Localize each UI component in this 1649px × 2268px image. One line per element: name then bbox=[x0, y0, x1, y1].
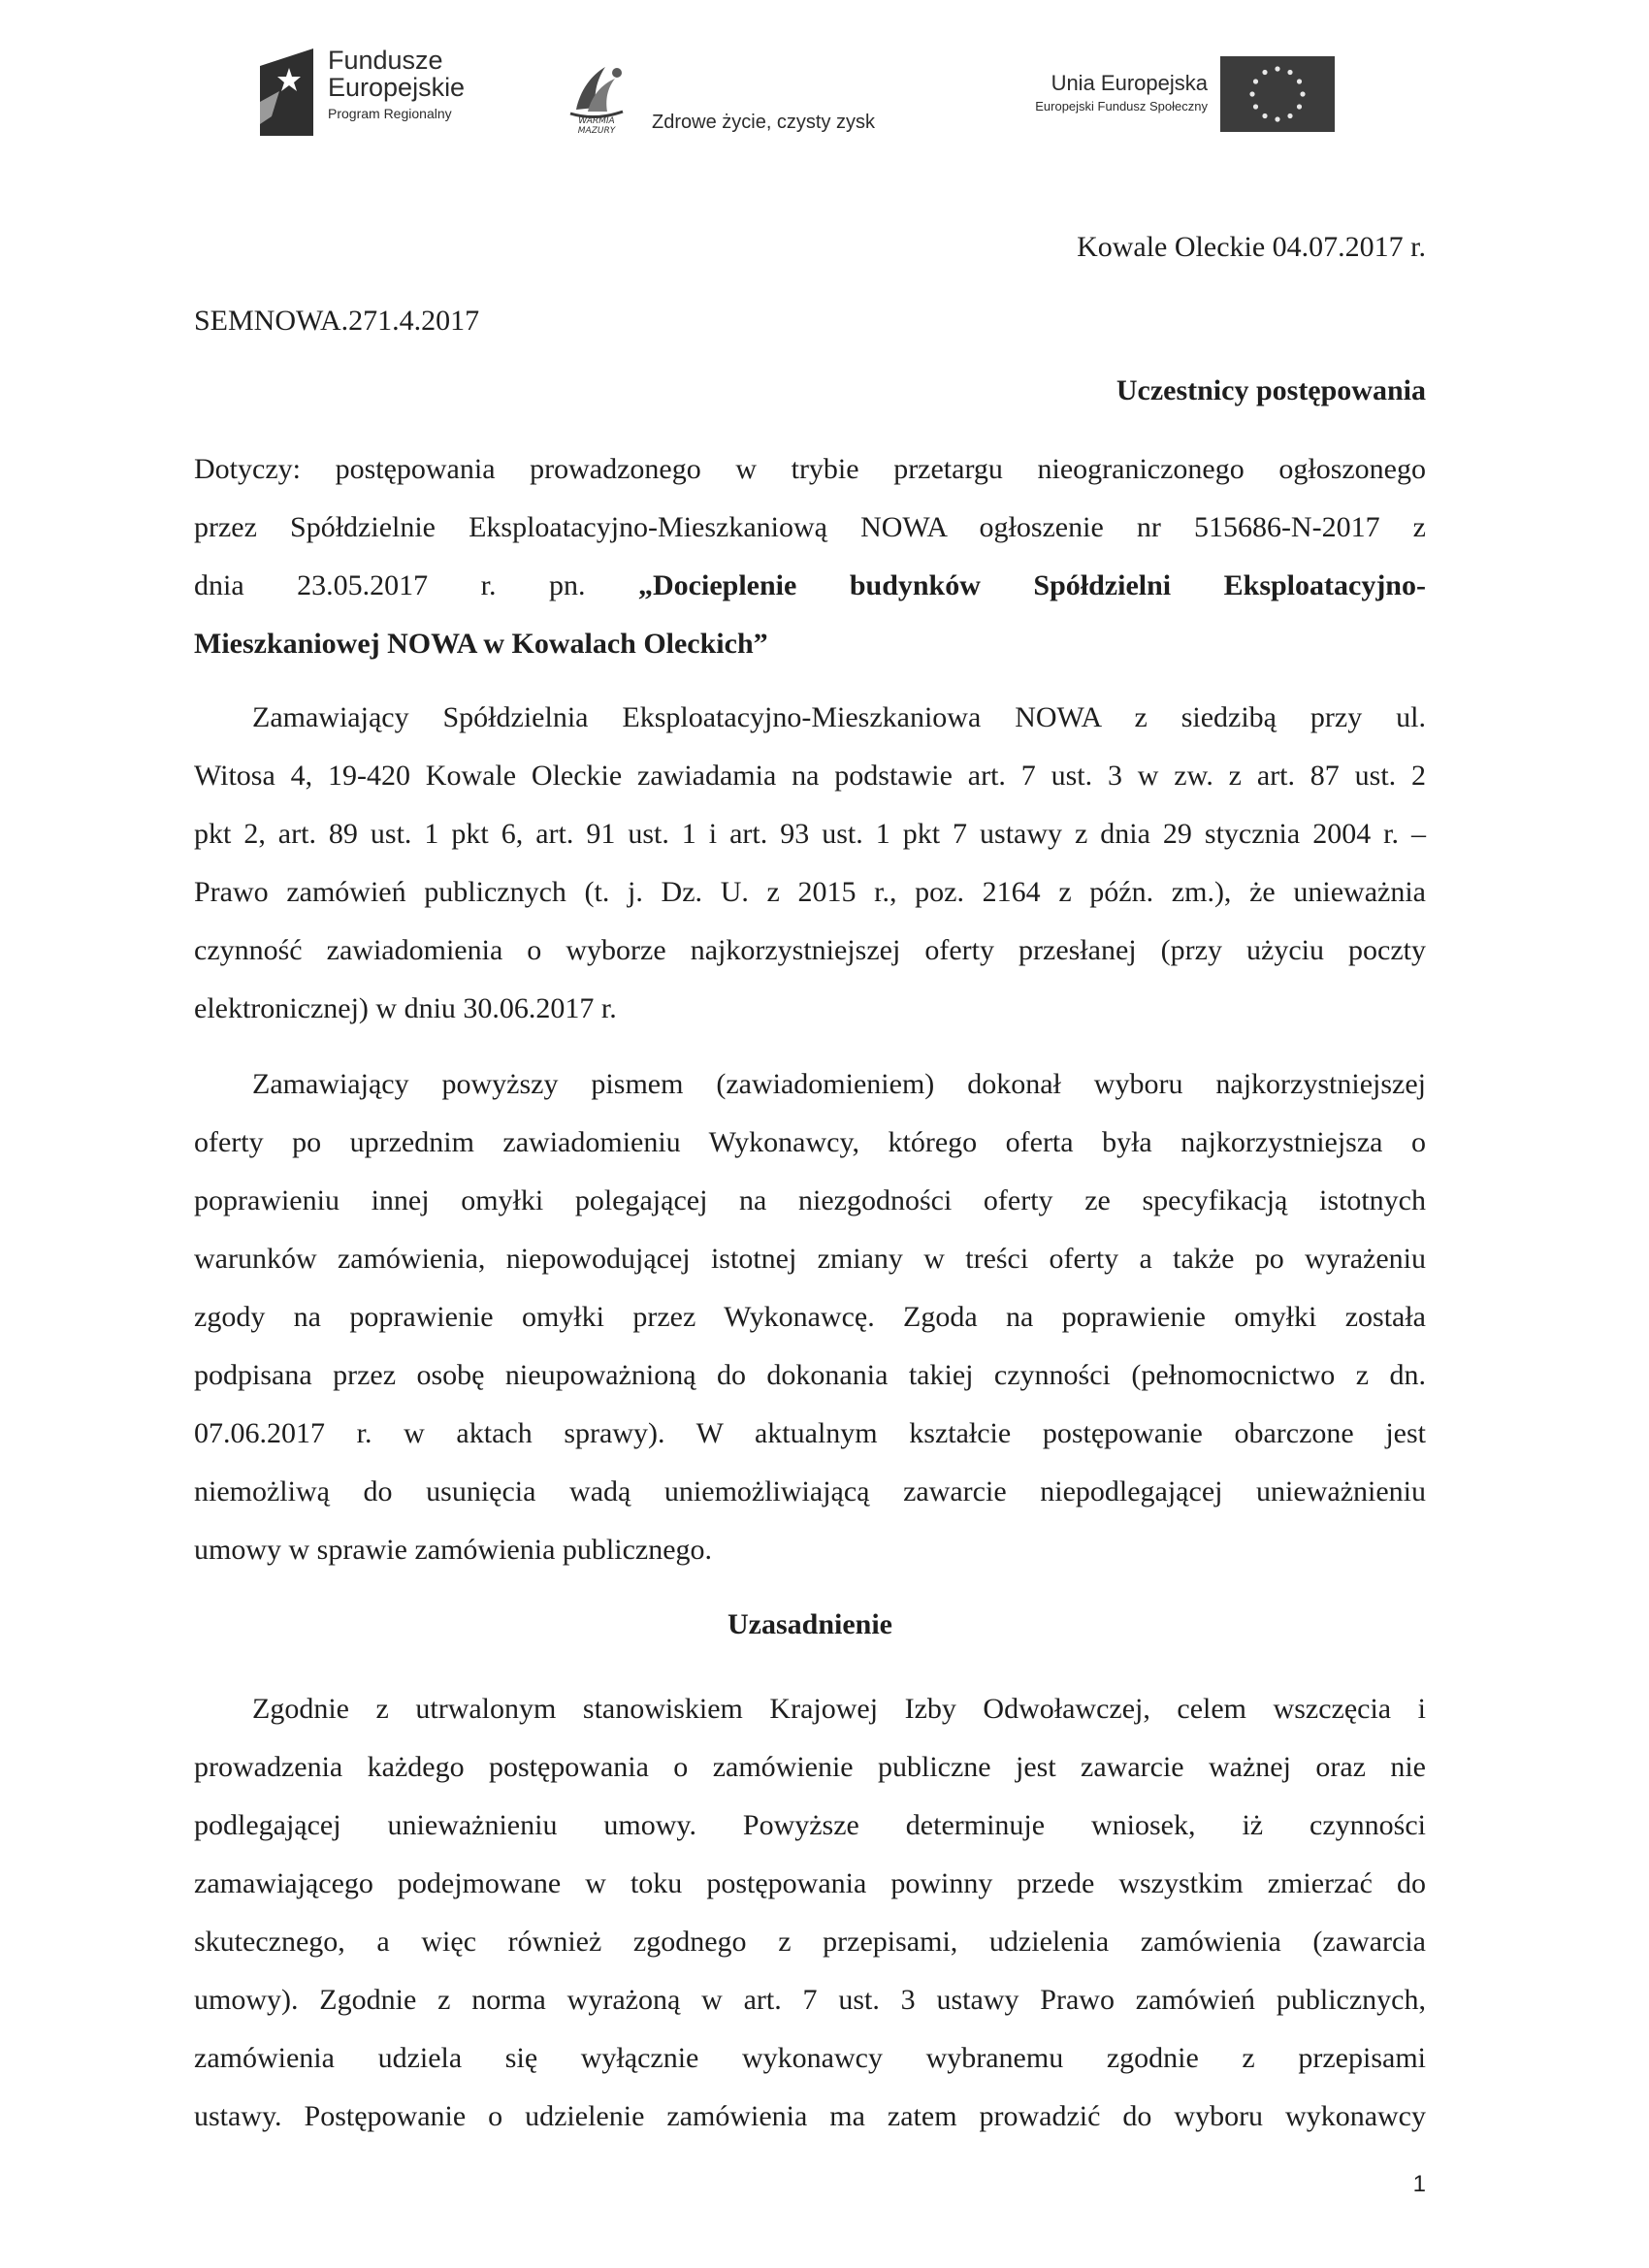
fundusze-europejskie-text bbox=[328, 47, 465, 124]
paragraph-line: prowadzenia każdego postępowania o zamówienie publiczne jest zawarcie ważnej oraz nie bbox=[194, 1751, 1426, 1783]
eu-text bbox=[960, 72, 1208, 116]
subject-title-part1: „Docieplenie budynków Spółdzielni Eksploatacyjno- bbox=[638, 569, 1426, 601]
eu-star-icon bbox=[1262, 70, 1267, 75]
addressee: Uczestnicy postępowania bbox=[1116, 374, 1426, 406]
justification-heading-wrap bbox=[194, 1596, 1426, 1654]
paragraph-line: Zamawiający powyższy pismem (zawiadomieniem) dokonał wyboru najkorzystniejszej bbox=[252, 1068, 1426, 1100]
eu-star-icon bbox=[1253, 104, 1258, 109]
paragraph-line: elektronicznej) w dniu 30.06.2017 r. bbox=[194, 992, 617, 1024]
paragraph-line: warunków zamówienia, niepowodującej istotnej zmiany w treści oferty a także po wyrażeniu bbox=[194, 1243, 1426, 1275]
eu-title: Unia Europejska bbox=[1051, 71, 1208, 95]
wm-line1: WARMIA bbox=[578, 116, 615, 126]
eu-star-icon bbox=[1275, 116, 1279, 121]
paragraph-line: czynność zawiadomienia o wyborze najkorzystniejszej oferty przesłanej (przy użyciu poczty bbox=[194, 934, 1426, 966]
eu-subtitle: Europejski Fundusz Społeczny bbox=[1035, 99, 1208, 113]
paragraph-line: Zgodnie z utrwalonym stanowiskiem Krajowej Izby Odwoławczej, celem wszczęcia i bbox=[252, 1693, 1426, 1725]
eu-star-icon bbox=[1262, 113, 1267, 118]
paragraph-line: pkt 2, art. 89 ust. 1 pkt 6, art. 91 ust. 1 i art. 93 ust. 1 pkt 7 ustawy z dnia 29 stycznia 2004 r. – bbox=[194, 818, 1426, 850]
eu-flag-icon bbox=[1220, 56, 1335, 132]
fe-subtitle: Program Regionalny bbox=[328, 106, 452, 121]
paragraph-line: zamawiającego podejmowane w toku postępowania powinny przede wszystkim zmierzać do bbox=[194, 1867, 1426, 1899]
eu-star-icon bbox=[1249, 91, 1254, 96]
page-number: 1 bbox=[1412, 2171, 1426, 2197]
wm-line2: MAZURY bbox=[577, 126, 616, 136]
justification-heading: Uzasadnienie bbox=[727, 1608, 892, 1640]
paragraph-annulment-notice bbox=[194, 689, 1426, 1038]
paragraph-line: umowy w sprawie zamówienia publicznego. bbox=[194, 1534, 713, 1566]
subject-line: Dotyczy: postępowania prowadzonego w trybie przetargu nieograniczonego ogłoszonego bbox=[194, 453, 1426, 485]
paragraph-line: oferty po uprzednim zawiadomieniu Wykonawcy, którego oferta była najkorzystniejsza o bbox=[194, 1126, 1426, 1158]
paragraph-justification bbox=[194, 1680, 1426, 2146]
fe-title-line1: Fundusze bbox=[328, 46, 443, 75]
subject-title-part2: Mieszkaniowej NOWA w Kowalach Oleckich” bbox=[194, 628, 768, 660]
eu-star-icon bbox=[1297, 104, 1302, 109]
letterhead bbox=[0, 0, 1649, 155]
paragraph-line: niemożliwą do usunięcia wadą uniemożliwiającą zawarcie niepodlegającej unieważnieniu bbox=[194, 1475, 1426, 1507]
subject-line: przez Spółdzielnie Eksploatacyjno-Mieszkaniową NOWA ogłoszenie nr 515686-N-2017 z bbox=[194, 511, 1426, 543]
eu-star-icon bbox=[1287, 113, 1292, 118]
warmia-mazury-text bbox=[561, 116, 632, 136]
slogan: Zdrowe życie, czysty zysk bbox=[652, 112, 876, 133]
subject-line-plain: dnia 23.05.2017 r. pn. bbox=[194, 569, 586, 601]
paragraph-line: Zamawiający Spółdzielnia Eksploatacyjno-Mieszkaniowa NOWA z siedzibą przy ul. bbox=[252, 701, 1426, 733]
subject-paragraph bbox=[194, 440, 1426, 673]
subject-line bbox=[194, 557, 1426, 615]
paragraph-line: 07.06.2017 r. w aktach sprawy). W aktualnym kształcie postępowanie obarczone jest bbox=[194, 1417, 1426, 1449]
document-date: Kowale Oleckie 04.07.2017 r. bbox=[1077, 231, 1426, 263]
paragraph-line: zamówienia udziela się wyłącznie wykonawcy wybranemu zgodnie z przepisami bbox=[194, 2042, 1426, 2074]
eu-star-icon bbox=[1275, 66, 1279, 71]
paragraph-line: zgody na poprawienie omyłki przez Wykonawcę. Zgoda na poprawienie omyłki została bbox=[194, 1301, 1426, 1333]
paragraph-line: poprawieniu innej omyłki polegającej na niezgodności oferty ze specyfikacją istotnych bbox=[194, 1184, 1426, 1216]
paragraph-line: ustawy. Postępowanie o udzielenie zamówienia ma zatem prowadzić do wyboru wykonawcy bbox=[194, 2100, 1426, 2132]
fundusze-europejskie-logo-icon bbox=[260, 49, 313, 136]
paragraph-line: podpisana przez osobę nieupoważnioną do dokonania takiej czynności (pełnomocnictwo z dn. bbox=[194, 1359, 1426, 1391]
paragraph-line: Prawo zamówień publicznych (t. j. Dz. U. z 2015 r., poz. 2164 z późn. zm.), że unieważnia bbox=[194, 876, 1426, 908]
eu-star-icon bbox=[1297, 79, 1302, 83]
paragraph-line: podlegającej unieważnieniu umowy. Powyższe determinuje wniosek, iż czynności bbox=[194, 1809, 1426, 1841]
eu-star-icon bbox=[1253, 79, 1258, 83]
paragraph-facts bbox=[194, 1055, 1426, 1579]
reference-number: SEMNOWA.271.4.2017 bbox=[194, 305, 480, 337]
eu-star-icon bbox=[1287, 70, 1292, 75]
eu-star-icon bbox=[1300, 91, 1305, 96]
paragraph-line: Witosa 4, 19-420 Kowale Oleckie zawiadamia na podstawie art. 7 ust. 3 w zw. z art. 87 ust. 2 bbox=[194, 760, 1426, 792]
paragraph-line: umowy). Zgodnie z norma wyrażoną w art. 7 ust. 3 ustawy Prawo zamówień publicznych, bbox=[194, 1984, 1426, 2016]
fe-title-line2: Europejskie bbox=[328, 73, 466, 102]
paragraph-line: skutecznego, a więc również zgodnego z przepisami, udzielenia zamówienia (zawarcia bbox=[194, 1926, 1426, 1958]
